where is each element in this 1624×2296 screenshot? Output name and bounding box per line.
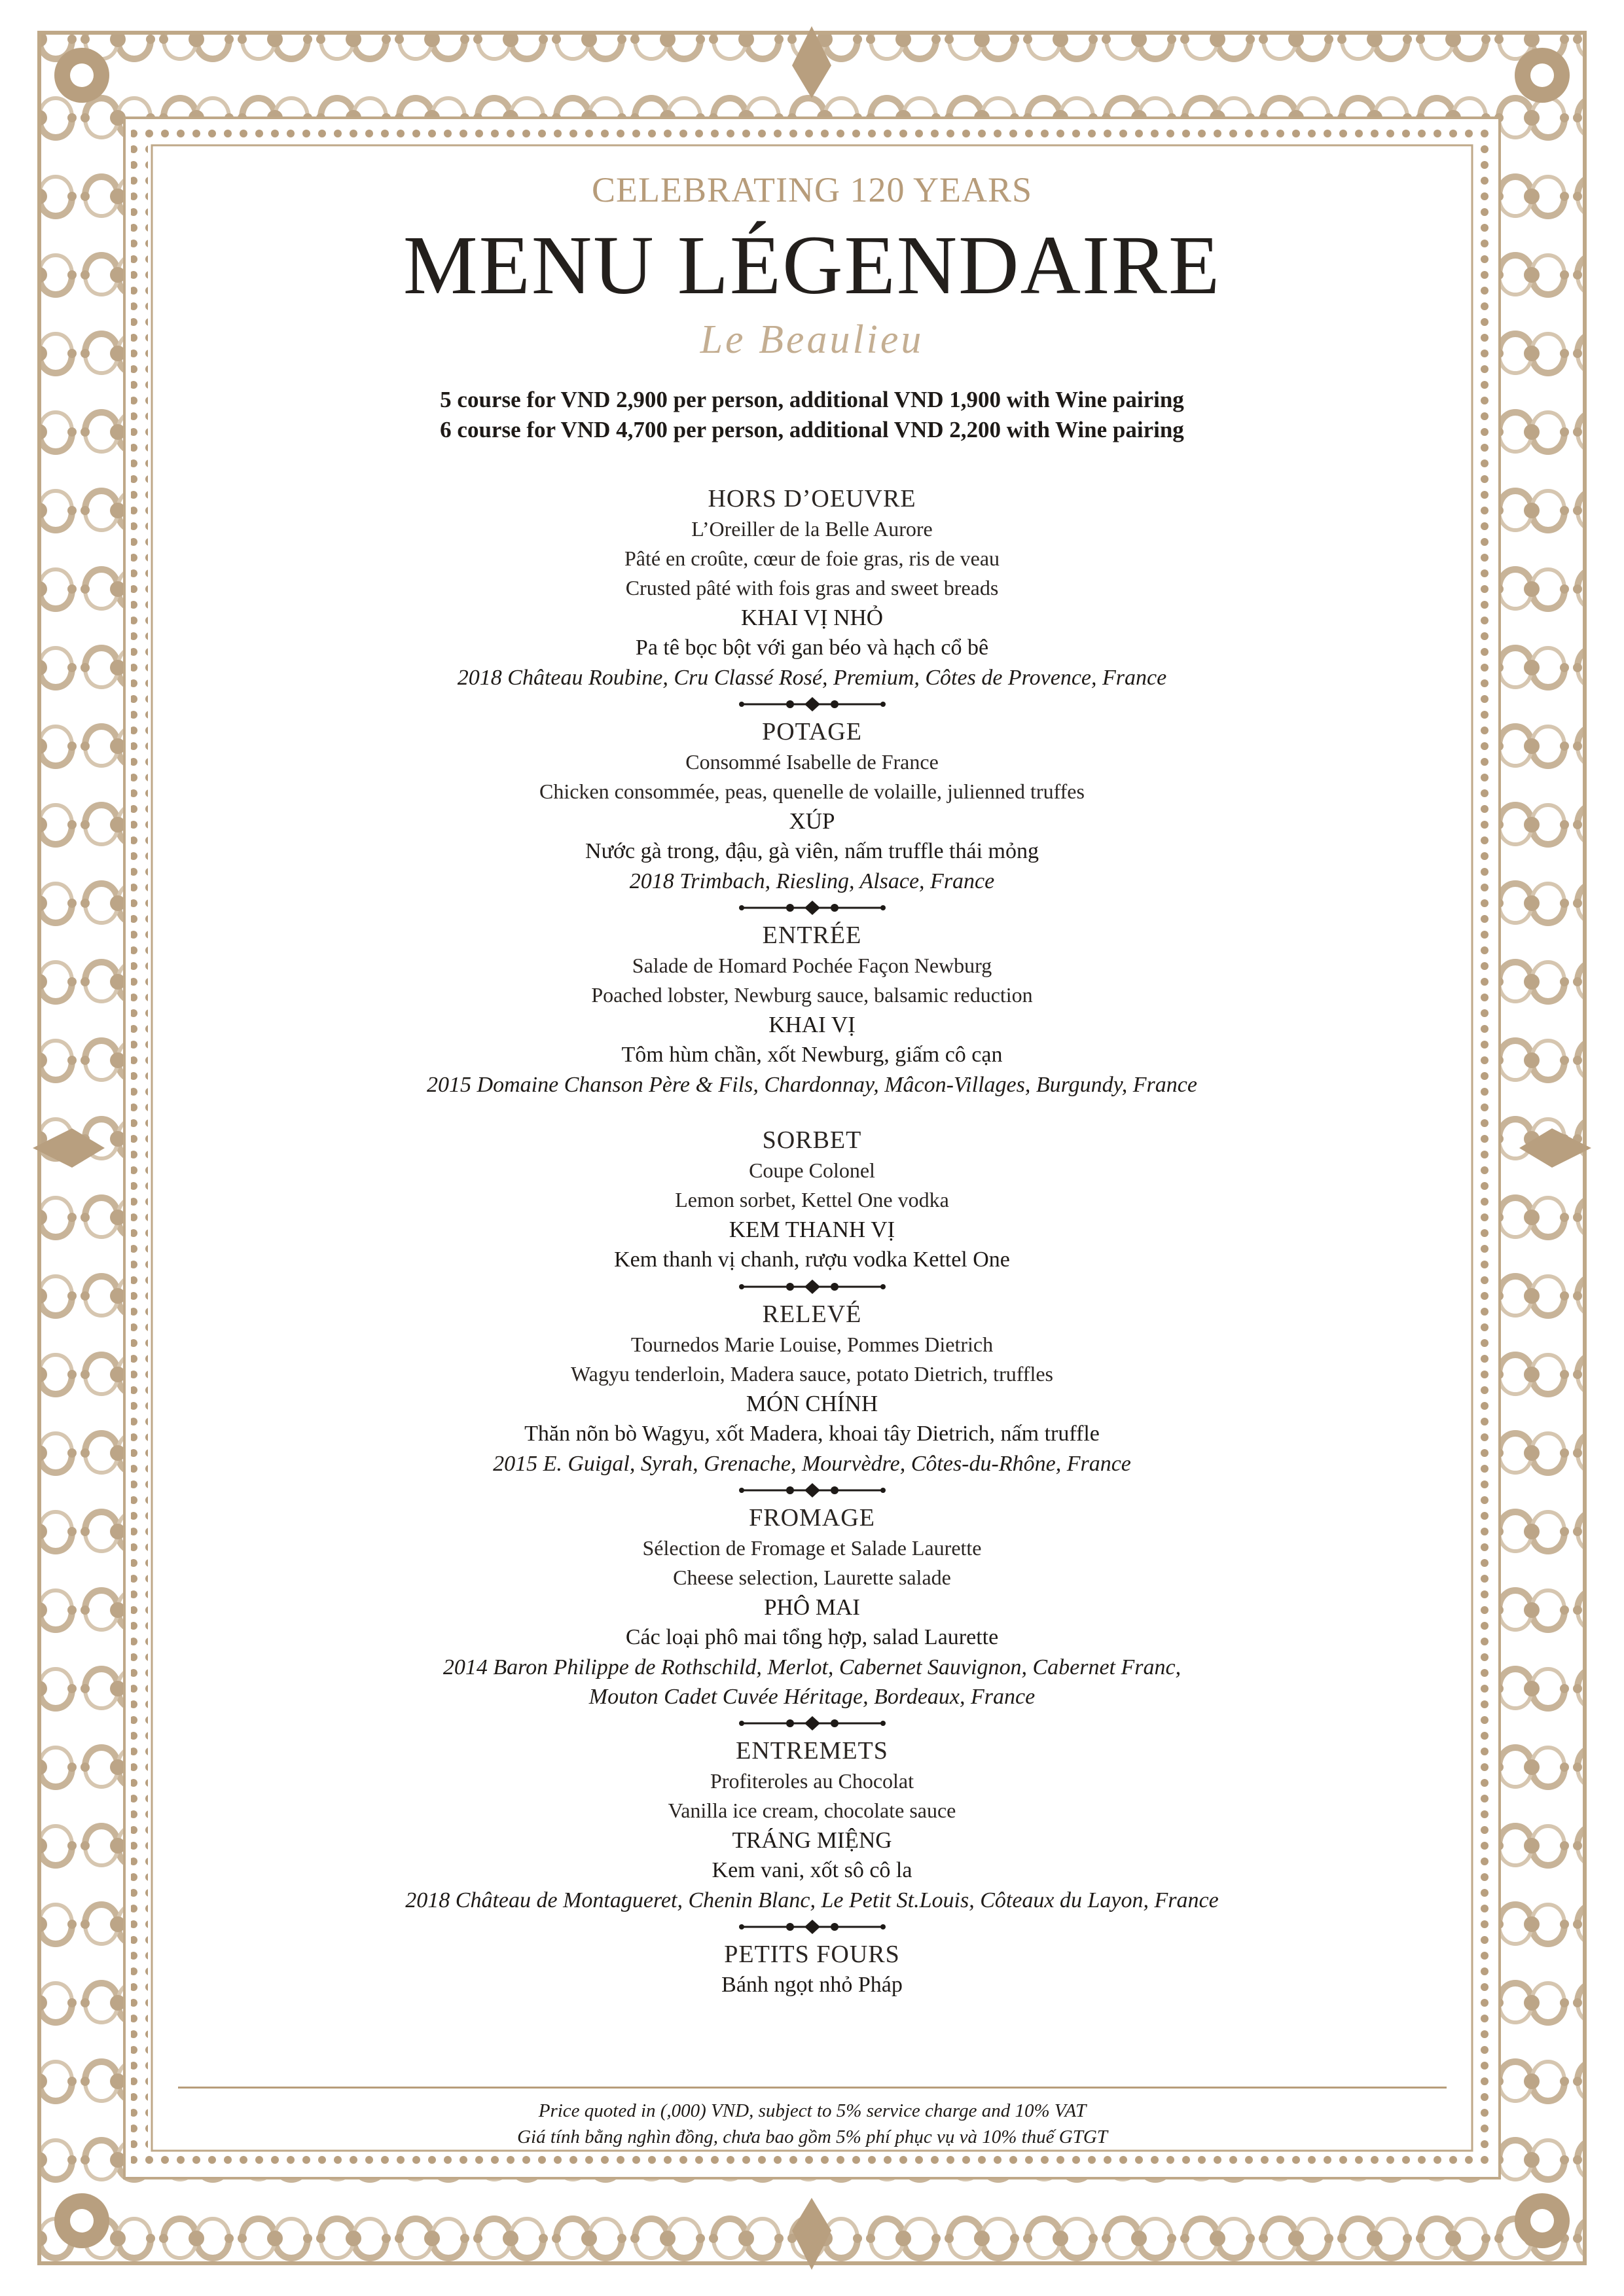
price-line: 6 course for VND 4,700 per person, additional VND 2,200 with Wine pairing: [440, 417, 1184, 442]
dish-description-vn: Các loại phô mai tổng hợp, salad Laurette: [625, 1625, 999, 1649]
ornament-divider: [183, 1479, 1441, 1502]
dish-description: Chicken consommée, peas, quenelle de volaille, julienned truffes: [539, 780, 1085, 803]
course-section: [183, 1502, 1441, 1735]
course-section: [183, 1124, 1441, 1299]
dish-description-vn: Pa tê bọc bột với gan béo và hạch cổ bê: [635, 636, 989, 660]
course-heading: ENTRÉE: [762, 922, 862, 949]
dish-description: Vanilla ice cream, chocolate sauce: [668, 1799, 956, 1822]
wine-pairing: 2018 Trimbach, Riesling, Alsace, France: [629, 869, 995, 893]
course-heading-vn: KHAI VỊ: [768, 1012, 856, 1037]
course-heading: ENTREMETS: [736, 1737, 888, 1765]
dish-description: Coupe Colonel: [749, 1158, 875, 1182]
course-heading: PETITS FOURS: [724, 1941, 900, 1968]
course-list: [183, 483, 1441, 2000]
dish-description: Poached lobster, Newburg sauce, balsamic reduction: [591, 983, 1033, 1007]
dish-description: Cheese selection, Laurette salade: [673, 1566, 951, 1589]
price-line: 5 course for VND 2,900 per person, additional VND 1,900 with Wine pairing: [440, 387, 1184, 412]
course-section: [183, 920, 1441, 1124]
footer-note: [178, 2098, 1447, 2150]
ornament-divider: [183, 1275, 1441, 1299]
dish-description-vn: Kem vani, xốt sô cô la: [712, 1858, 912, 1882]
course-section: [183, 1735, 1441, 1939]
wine-pairing: 2018 Château de Montagueret, Chenin Blanc, Le Petit St.Louis, Côteaux du Layon, France: [405, 1888, 1219, 1912]
footer-line-en: Price quoted in (,000) VND, subject to 5% service charge and 10% VAT: [538, 2100, 1087, 2121]
footer-divider: [178, 2087, 1447, 2089]
dish-description: L’Oreiller de la Belle Aurore: [691, 517, 933, 541]
dish-description: Consommé Isabelle de France: [685, 750, 939, 774]
course-heading-vn: XÚP: [789, 808, 835, 834]
dish-description-vn: Thăn nõn bò Wagyu, xốt Madera, khoai tây Dietrich, nấm truffle: [524, 1422, 1100, 1446]
dish-description-vn: Tôm hùm chần, xốt Newburg, giấm cô cạn: [621, 1043, 1003, 1067]
course-heading: SORBET: [762, 1126, 862, 1154]
restaurant-name: Le Beaulieu: [700, 317, 924, 362]
course-heading: POTAGE: [762, 718, 862, 745]
course-heading: RELEVÉ: [762, 1300, 862, 1328]
ornament-divider: [183, 692, 1441, 716]
course-section: [183, 716, 1441, 920]
course-section: [183, 1939, 1441, 2000]
dish-description-vn: Nước gà trong, đậu, gà viên, nấm truffle thái mỏng: [585, 839, 1039, 863]
wine-pairing: Mouton Cadet Cuvée Héritage, Bordeaux, France: [588, 1685, 1036, 1709]
dish-description-vn: Kem thanh vị chanh, rượu vodka Kettel One: [614, 1247, 1010, 1272]
dish-description: Profiteroles au Chocolat: [710, 1769, 914, 1793]
dish-description: Sélection de Fromage et Salade Laurette: [642, 1536, 982, 1560]
ornament-divider: [183, 1915, 1441, 1939]
course-heading-vn: KEM THANH VỊ: [729, 1217, 895, 1242]
dish-description: Salade de Homard Pochée Façon Newburg: [632, 954, 992, 977]
course-section: [183, 483, 1441, 716]
menu-title: MENU LÉGENDAIRE: [403, 219, 1221, 312]
wine-pairing: 2018 Château Roubine, Cru Classé Rosé, Premium, Côtes de Provence, France: [457, 666, 1167, 690]
dish-description: Tournedos Marie Louise, Pommes Dietrich: [630, 1333, 994, 1356]
dish-description-vn: Bánh ngọt nhỏ Pháp: [721, 1973, 903, 1997]
section-gap: [183, 1100, 1441, 1124]
wine-pairing: 2015 Domaine Chanson Père & Fils, Chardonnay, Mâcon-Villages, Burgundy, France: [427, 1073, 1197, 1097]
course-heading-vn: MÓN CHÍNH: [746, 1391, 878, 1416]
course-heading: FROMAGE: [749, 1504, 875, 1532]
wine-pairing: 2014 Baron Philippe de Rothschild, Merlot, Cabernet Sauvignon, Cabernet Franc,: [442, 1655, 1182, 1679]
course-heading-vn: KHAI VỊ NHỎ: [740, 605, 884, 630]
course-heading-vn: TRÁNG MIỆNG: [732, 1827, 892, 1853]
course-heading: HORS D’OEUVRE: [708, 485, 916, 512]
dish-description: Crusted pâté with fois gras and sweet breads: [625, 576, 999, 600]
celebration-banner: CELEBRATING 120 YEARS: [591, 170, 1032, 209]
dish-description: Pâté en croûte, cœur de foie gras, ris de veau: [624, 547, 1000, 570]
dish-description: Lemon sorbet, Kettel One vodka: [675, 1188, 949, 1211]
wine-pairing: 2015 E. Guigal, Syrah, Grenache, Mourvèdre, Côtes-du-Rhône, France: [493, 1452, 1131, 1476]
footer-line-vn: Giá tính bằng nghìn đồng, chưa bao gồm 5% phí phục vụ và 10% thuế GTGT: [517, 2126, 1108, 2147]
ornament-divider: [183, 1712, 1441, 1735]
menu-content: [183, 157, 1441, 2121]
course-heading-vn: PHÔ MAI: [764, 1594, 860, 1620]
ornament-divider: [183, 896, 1441, 920]
price-info: [183, 385, 1441, 445]
dish-description: Wagyu tenderloin, Madera sauce, potato Dietrich, truffles: [570, 1362, 1053, 1386]
course-section: [183, 1299, 1441, 1502]
